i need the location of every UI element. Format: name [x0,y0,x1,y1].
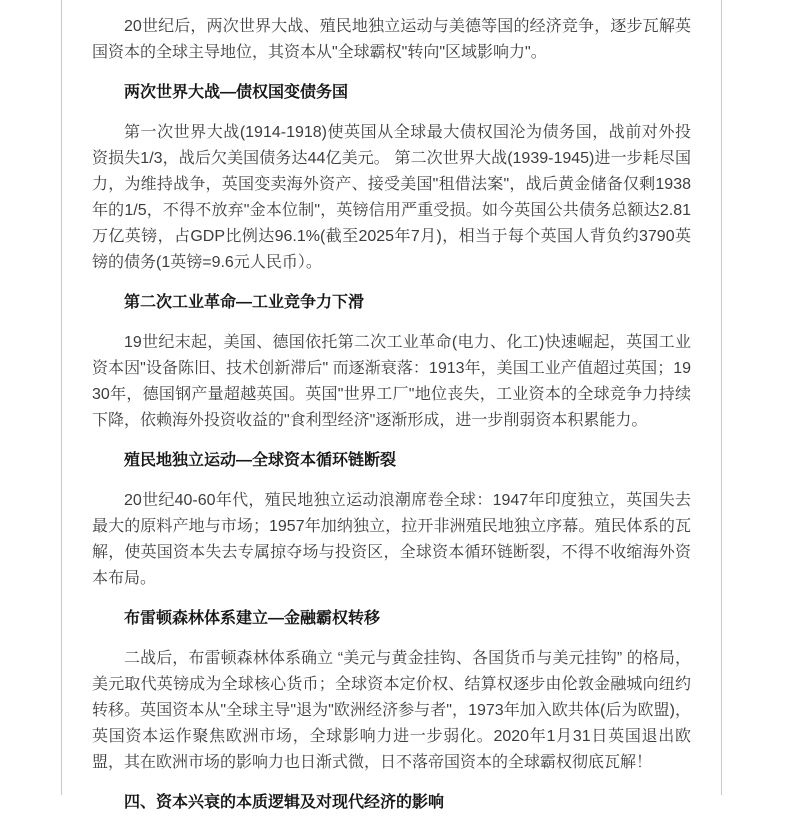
article-paragraph: 二战后，布雷顿森林体系确立 “美元与黄金挂钩、各国货币与美元挂钩” 的格局，美元取代英镑成为全球核心货币；全球资本定价权、结算权逐步由伦敦金融城向纽约转移。英国资本从"全球主导"退为"欧洲经济参与者"，1973年加入欧共体(后为欧盟)，英国资本运作聚焦欧洲市场，全球影响力进一步弱化。2020年1月31日英国退出欧盟，其在欧洲市场的影响力也日渐式微，日不落帝国资本的全球霸权彻底瓦解！ [92,650,691,771]
article-heading: 两次世界大战—债权国变债务国 [124,84,349,101]
article-paragraph: 20世纪40-60年代，殖民地独立运动浪潮席卷全球：1947年印度独立，英国失去最大的原料产地与市场；1957年加纳独立，拉开非洲殖民地独立序幕。殖民体系的瓦解，使英国资本失去专属掠夺场与投资区，全球资本循环链断裂，不得不收缩海外资本布局。 [92,492,691,587]
article-heading: 第二次工业革命—工业竞争力下滑 [124,294,365,311]
article-paragraph: 20世纪后，两次世界大战、殖民地独立运动与美德等国的经济竞争，逐步瓦解英国资本的全球主导地位，其资本从"全球霸权"转向"区域影响力"。 [92,18,691,61]
article-heading: 四、资本兴衰的本质逻辑及对现代经济的影响 [124,794,445,811]
article-column [61,0,722,811]
article-heading: 布雷顿森林体系建立—金融霸权转移 [124,610,381,627]
article-paragraph: 第一次世界大战(1914-1918)使英国从全球最大债权国沦为债务国，战前对外投资损失1/3，战后欠美国债务达44亿美元。 第二次世界大战(1939-1945)进一步耗尽国力，为维持战争，英国变卖海外资产、接受美国"租借法案"，战后黄金储备仅剩1938年的1/5，不得不放弃"金本位制"，英镑信用严重受损。如今英国公共债务总额达2.81万亿英镑，占GDP比例达96.1%(截至2025年7月)，相当于每个英国人背负约3790英镑的债务(1英镑=9.6元人民币）。 [92,124,691,271]
article-paragraph: 19世纪末起，美国、德国依托第二次工业革命(电力、化工)快速崛起，英国工业资本因"设备陈旧、技术创新滞后" 而逐渐衰落：1913年，美国工业产值超过英国；1930年，德国钢产量超越英国。英国"世界工厂"地位丧失，工业资本的全球竞争力持续下降，依赖海外投资收益的"食利型经济"逐渐形成，进一步削弱资本积累能力。 [92,334,691,429]
article-heading: 殖民地独立运动—全球资本循环链断裂 [124,452,397,469]
